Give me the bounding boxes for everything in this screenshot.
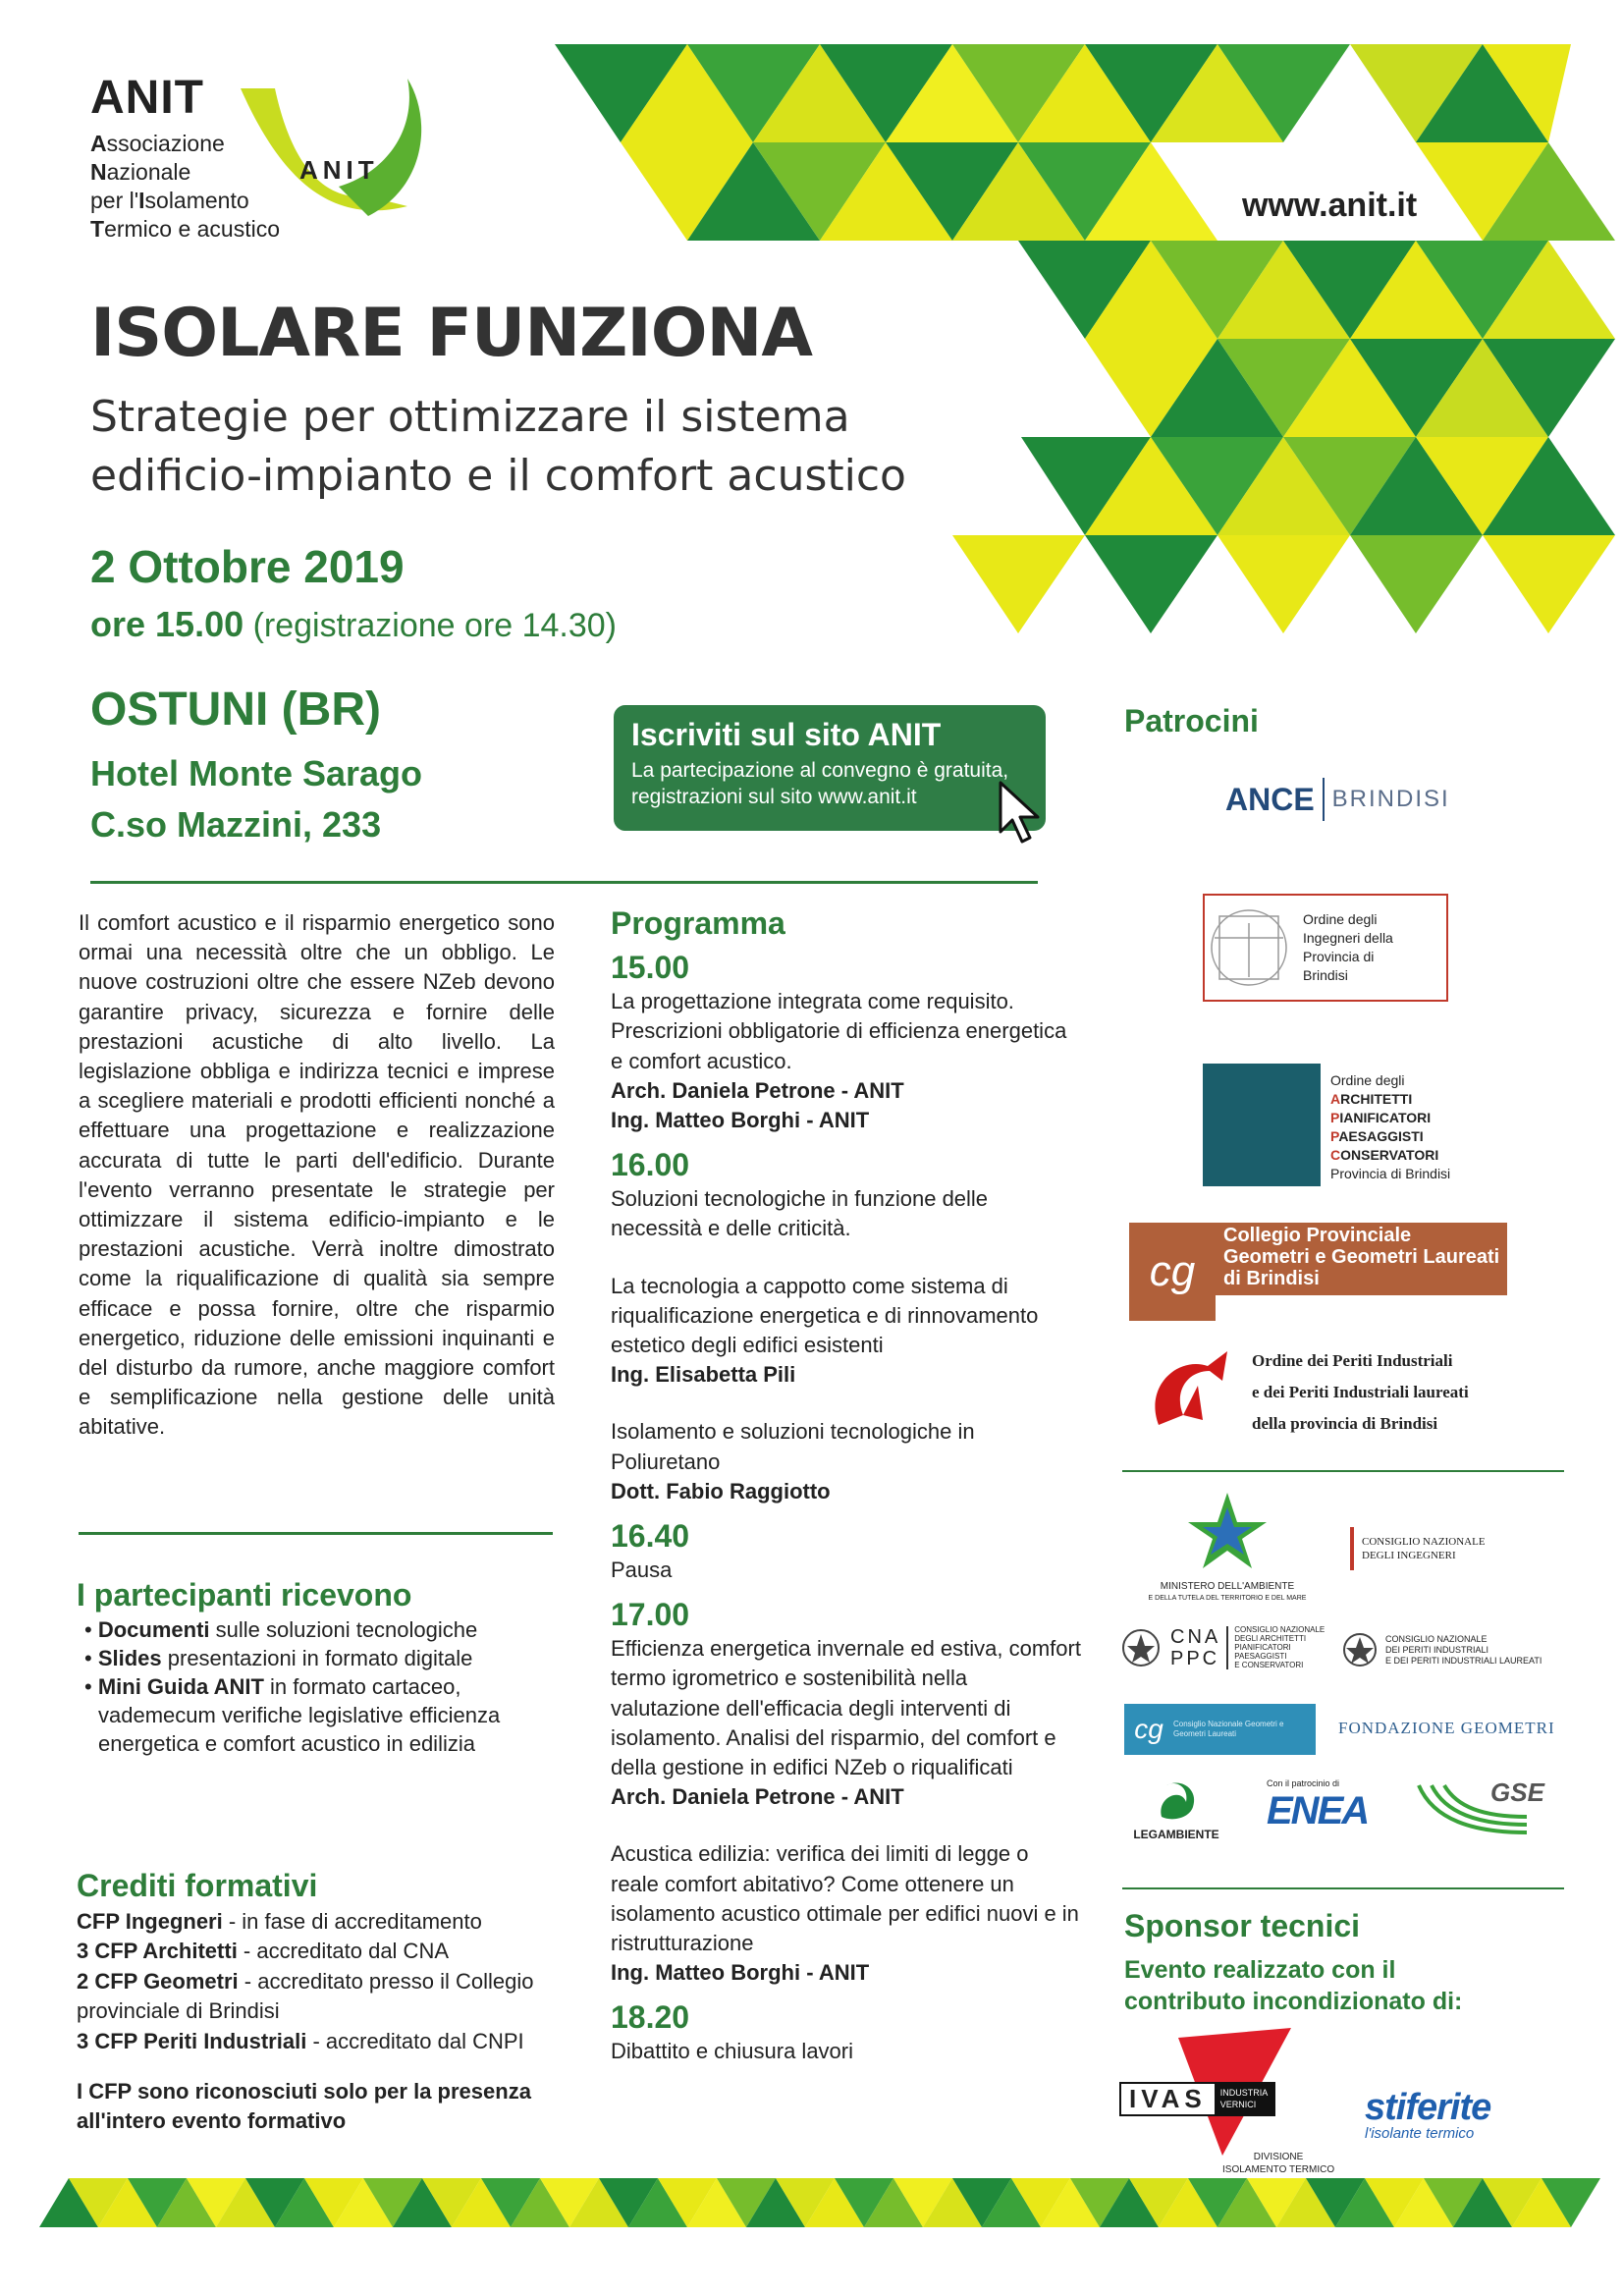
emblem-icon — [1340, 1630, 1380, 1669]
program-speaker: Ing. Matteo Borghi - ANIT — [611, 1960, 870, 1986]
program-talk: Acustica edilizia: verifica dei limiti di legge o reale comfort abitativo? Come ottenere un isolamento acustico ottimale per edifici nuovi e in ristrutturazione — [611, 1841, 1079, 1956]
program-talk: Soluzioni tecnologiche in funzione delle necessità e delle criticità. — [611, 1186, 989, 1241]
anit-logo-subtitle — [90, 130, 280, 244]
cursor-icon — [997, 781, 1048, 846]
stiferite-logo: stiferite l'isolante termico — [1365, 2087, 1491, 2142]
swan-icon — [1152, 1777, 1201, 1823]
cni-logo: CONSIGLIO NAZIONALE DEGLI INGEGNERI — [1350, 1527, 1486, 1570]
event-date: 2 Ottobre 2019 — [90, 541, 405, 592]
event-city: OSTUNI (BR) — [90, 683, 381, 736]
registration-time: (registrazione ore 14.30) — [252, 607, 617, 644]
credits-section — [77, 1868, 558, 2056]
program-time: 16.40 — [611, 1518, 690, 1555]
program-talk: La progettazione integrata come requisito. Prescrizioni obbligatorie di efficienza energetica e comfort acustico. — [611, 989, 1067, 1073]
logo-line-4: Termico e acustico — [90, 216, 281, 242]
logo-line-2: Nazionale — [90, 159, 191, 185]
sponsor-heading: Sponsor tecnici — [1124, 1908, 1361, 1943]
architetti-text: Ordine degli ARCHITETTI PIANIFICATORI PAESAGGISTI CONSERVATORI Provincia di Brindisi — [1330, 1072, 1451, 1181]
program-speaker: Arch. Daniela Petrone - ANIT — [611, 1077, 904, 1103]
anit-logo-mark-text: ANIT — [299, 155, 379, 185]
ingegneri-logo: Ordine degli Ingegneri della Provincia di Brindisi — [1203, 894, 1448, 1002]
list-item: 3 CFP Architetti - accreditato dal CNA — [77, 1939, 450, 1963]
program-talk: La tecnologia a cappotto come sistema di riqualificazione energetica e di rinnovamento estetico degli edifici esistenti — [611, 1273, 1039, 1358]
periti-logo: Ordine dei Periti Industriali e dei Periti Industriali laureati della provincia di Brindisi — [1139, 1345, 1469, 1440]
list-item: 3 CFP Periti Industriali - accreditato dal CNPI — [77, 2028, 524, 2053]
cng-mark: cg — [1129, 1223, 1216, 1321]
receive-heading: I partecipanti ricevono — [77, 1577, 412, 1613]
logo-line-3: per l'Isolamento — [90, 188, 249, 213]
divider — [79, 1532, 553, 1535]
emblem-icon — [1119, 1626, 1163, 1669]
program-speaker: Dott. Fabio Raggiotto — [611, 1478, 831, 1503]
ance-logo: ANCE BRINDISI — [1225, 776, 1450, 823]
list-item: • Slides presentazioni in formato digitale — [84, 1646, 473, 1670]
program-section — [611, 905, 1082, 2067]
list-item: • Mini Guida ANIT in formato cartaceo, vademecum verifiche legislative efficienza energetica e comfort acustico in edilizia — [84, 1674, 501, 1756]
divider — [1122, 1470, 1564, 1472]
gse-logo: GSE — [1414, 1776, 1542, 1841]
register-button[interactable] — [614, 705, 1046, 831]
ivas-logo: IVAS INDUSTRIA VERNICI — [1119, 2082, 1275, 2116]
program-talk: Efficienza energetica invernale ed estiva, comfort termo igrometrico e sostenibilità nella valutazione dell'efficacia degli interventi di isolamento. Analisi del risparmio, del comfort e della gestione in edifici NZeb o riqualificati — [611, 1636, 1081, 1780]
receive-section — [77, 1577, 558, 1758]
program-time: 15.00 — [611, 950, 690, 986]
program-talk: Dibattito e chiusura lavori — [611, 2039, 854, 2064]
divider — [90, 881, 1038, 884]
vitruvian-man-icon — [1205, 899, 1303, 997]
divider — [1122, 1887, 1564, 1889]
program-speaker: Ing. Elisabetta Pili — [611, 1362, 796, 1388]
program-time: 18.20 — [611, 1999, 690, 2036]
cnpi-logo: CONSIGLIO NAZIONALE DEI PERITI INDUSTRIALI E DEI PERITI INDUSTRIALI LAUREATI — [1340, 1630, 1542, 1669]
periti-mark-icon — [1139, 1346, 1237, 1440]
program-speaker: Ing. Matteo Borghi - ANIT — [611, 1108, 870, 1133]
register-text: La partecipazione al convegno è gratuita, registrazioni sul sito www.anit.it — [631, 759, 1009, 808]
sponsor-text: Evento realizzato con il contributo incondizionato di: — [1124, 1956, 1463, 2015]
cng-national-logo: cg Consiglio Nazionale Geometri e Geometri Laureati — [1124, 1704, 1316, 1755]
event-venue: Hotel Monte Sarago C.so Mazzini, 233 — [90, 753, 423, 845]
ivas-division: DIVISIONE ISOLAMENTO TERMICO — [1222, 2152, 1335, 2175]
enea-logo: Con il patrocinio di ENEA — [1267, 1778, 1369, 1832]
ministero-logo: MINISTERO DELL'AMBIENTE E DELLA TUTELA DEL TERRITORIO E DEL MARE — [1129, 1488, 1325, 1605]
fondazione-geometri-logo: FONDAZIONE GEOMETRI — [1338, 1719, 1555, 1737]
program-speaker: Arch. Daniela Petrone - ANIT — [611, 1784, 904, 1810]
architetti-mark — [1203, 1064, 1321, 1186]
architetti-logo — [1203, 1064, 1450, 1186]
event-subtitle: Strategie per ottimizzare il sistema edificio-impianto e il comfort acustico — [90, 392, 906, 501]
cnappc-logo: CNA PPC CONSIGLIO NAZIONALE DEGLI ARCHITETTI PIANIFICATORI PAESAGGISTI E CONSERVATORI — [1119, 1625, 1325, 1669]
anit-logo-title: ANIT — [90, 72, 204, 124]
program-heading: Programma — [611, 905, 785, 941]
list-item: CFP Ingegneri - in fase di accreditamento — [77, 1908, 482, 1934]
triangle-pattern-bottom — [0, 2178, 1623, 2286]
patrocini-heading: Patrocini — [1124, 703, 1259, 738]
list-item: • Documenti sulle soluzioni tecnologiche — [84, 1617, 478, 1642]
program-talk: Pausa — [611, 1558, 673, 1583]
cfp-note: I CFP sono riconosciuti solo per la presenza all'intero evento formativo — [77, 2079, 531, 2133]
event-title: ISOLARE FUNZIONA — [90, 295, 813, 372]
credits-heading: Crediti formativi — [77, 1868, 318, 1903]
register-title: Iscriviti sul sito ANIT — [631, 717, 942, 752]
program-time: 17.00 — [611, 1597, 690, 1633]
website-url[interactable]: www.anit.it — [1242, 187, 1418, 224]
program-time: 16.00 — [611, 1147, 690, 1183]
ministero-star-icon — [1183, 1488, 1271, 1576]
list-item: 2 CFP Geometri - accreditato presso il Collegio provinciale di Brindisi — [77, 1968, 534, 2023]
geometri-logo: cg Collegio Provinciale Geometri e Geometri Laureati di Brindisi — [1129, 1223, 1532, 1321]
intro-paragraph: Il comfort acustico e il risparmio energetico sono ormai una necessità oltre che un obbligo. Le nuove costruzioni oltre che essere NZeb devono garantire privacy, sicurezza e fornire delle prestazioni acustiche di alto livello. La legislazione obbliga e indirizza tecnici e imprese a scegliere materiali e prodotti efficienti nonché a effettuare una progettazione e realizzazione accurata di tutte le parti dell'edificio. Durante l'evento verranno presentate le strategie per ottimizzare il sistema edificio-impianto e le prestazioni acustiche. Verrà inoltre dimostrato come la riqualificazione di qualità sia sempre efficace e possa fornire, oltre che risparmio energetico, riduzione delle emissioni inquinanti e del disturbo da rumore, anche maggiore comfort e semplificazione nella gestione delle unità abitative. — [79, 910, 555, 1440]
legambiente-logo: LEGAMBIENTE — [1127, 1777, 1225, 1841]
program-talk: Isolamento e soluzioni tecnologiche in Poliuretano — [611, 1419, 975, 1474]
logo-line-1: Associazione — [90, 131, 225, 156]
event-time: ore 15.00 (registrazione ore 14.30) — [90, 604, 617, 644]
